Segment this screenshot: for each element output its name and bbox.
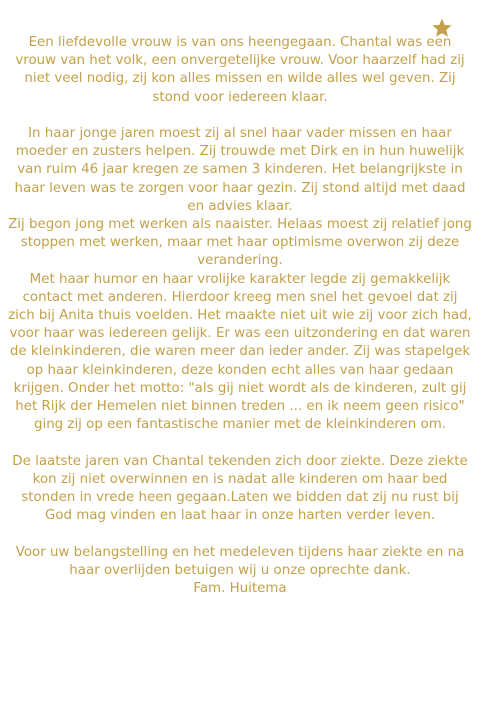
family-signature: Fam. Huitema (193, 581, 287, 597)
memorial-text (8, 34, 472, 598)
thanks-paragraph: Voor uw belangstelling en het medeleven tijdens haar ziekte en na haar overlijden betuigen wij u onze oprechte dank. (15, 544, 465, 578)
paragraph-gap (8, 525, 472, 543)
paragraph-gap (8, 434, 472, 452)
character-paragraph: Met haar humor en haar vrolijke karakter legde zij gemakkelijk contact met anderen. Hierdoor kreeg men snel het gevoel dat zij zich bij Anita thuis voelden. Het maakte niet uit wie zij voor zich had, voor haar was iedereen gelijk. Er was een uitzondering en dat waren de kleinkinderen, die waren meer dan ieder ander. Zij was stapelgek op haar kleinkinderen, deze konden echt alles van haar gedaan krijgen. Onder het motto: "als gij niet wordt als de kinderen, zult gij het Rijk der Hemelen niet binnen treden ... en ik neem geen risico" ging zij op een fantastische manier met de kleinkinderen om. (8, 271, 472, 433)
paragraph-gap (8, 107, 472, 125)
illness-paragraph: De laatste jaren van Chantal tekenden zich door ziekte. Deze ziekte kon zij niet overwinnen en is nadat alle kinderen om haar bed stonden in vrede heen gegaan.Laten we bidden dat zij nu rust bij God mag vinden en laat haar in onze harten verder leven. (12, 453, 468, 524)
youth-paragraph: In haar jonge jaren moest zij al snel haar vader missen en haar moeder en zusters helpen. Zij trouwde met Dirk en in hun huwelijk van ruim 46 jaar kregen ze samen 3 kinderen. Het belangrijkste in haar leven was te zorgen voor haar gezin. Zij stond altijd met daad en advies klaar. (14, 126, 466, 214)
work-paragraph: Zij begon jong met werken als naaister. Helaas moest zij relatief jong stoppen met werken, maar met haar optimisme overwon zij deze verandering. (8, 217, 472, 269)
intro-paragraph: Een liefdevolle vrouw is van ons heengegaan. Chantal was een vrouw van het volk, een onvergetelijke vrouw. Voor haarzelf had zij niet veel nodig, zij kon alles missen en wilde alles wel geven. Zij stond voor iedereen klaar. (15, 35, 465, 105)
